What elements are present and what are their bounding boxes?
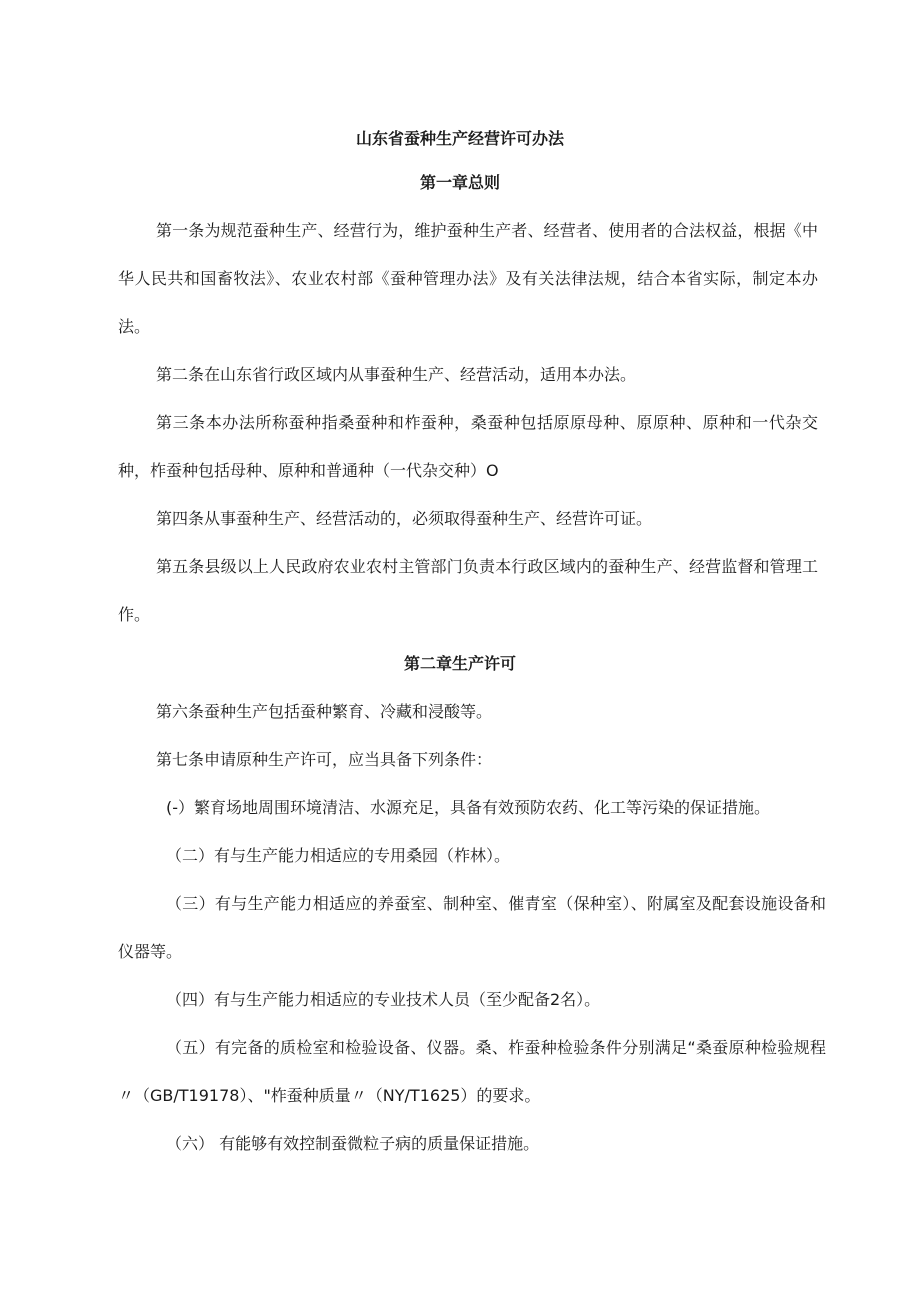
condition-item-1: (-）繁育场地周围环境清洁、水源充足，具备有效预防农药、化工等污染的保证措施。: [166, 798, 771, 817]
condition-item-6: （六） 有能够有效控制蚕微粒子病的质量保证措施。: [166, 1134, 540, 1153]
condition-item-4: （四）有与生产能力相适应的专业技术人员（至少配备2名）。: [166, 990, 601, 1009]
article-1: 第一条为规范蚕种生产、经营行为，维护蚕种生产者、经营者、使用者的合法权益，根据《中华人民共和国畜牧法》、农业农村部《蚕种管理办法》及有关法律法规，结合本省实际，制定本办法。: [118, 221, 818, 336]
article-2: 第二条在山东省行政区域内从事蚕种生产、经营活动，适用本办法。: [156, 365, 637, 384]
article-5: 第五条县级以上人民政府农业农村主管部门负责本行政区域内的蚕种生产、经营监督和管理工作。: [118, 557, 818, 624]
chapter-heading-general: 第一章总则: [419, 173, 500, 192]
article-3: 第三条本办法所称蚕种指桑蚕种和柞蚕种，桑蚕种包括原原母种、原原种、原种和一代杂交种，柞蚕种包括母种、原种和普通种（一代杂交种）O: [118, 413, 818, 480]
condition-item-5: （五）有完备的质检室和检验设备、仪器。桑、柞蚕种检验条件分别满足“桑蚕原种检验规程〃（GB/T19178）、"柞蚕种质量〃（NY/T1625）的要求。: [118, 1038, 826, 1105]
chapter-heading-production-license: 第二章生产许可: [403, 654, 516, 673]
document-title: 山东省蚕种生产经营许可办法: [355, 129, 564, 148]
condition-item-3: （三）有与生产能力相适应的养蚕室、制种室、催青室（保种室）、附属室及配套设施设备和仪器等。: [118, 894, 826, 961]
condition-item-2: （二）有与生产能力相适应的专用桑园（柞林）。: [166, 846, 511, 865]
article-7: 第七条申请原种生产许可，应当具备下列条件：: [156, 750, 493, 769]
article-4: 第四条从事蚕种生产、经营活动的，必须取得蚕种生产、经营许可证。: [156, 509, 653, 528]
article-6: 第六条蚕种生产包括蚕种繁育、冷藏和浸酸等。: [156, 702, 493, 721]
